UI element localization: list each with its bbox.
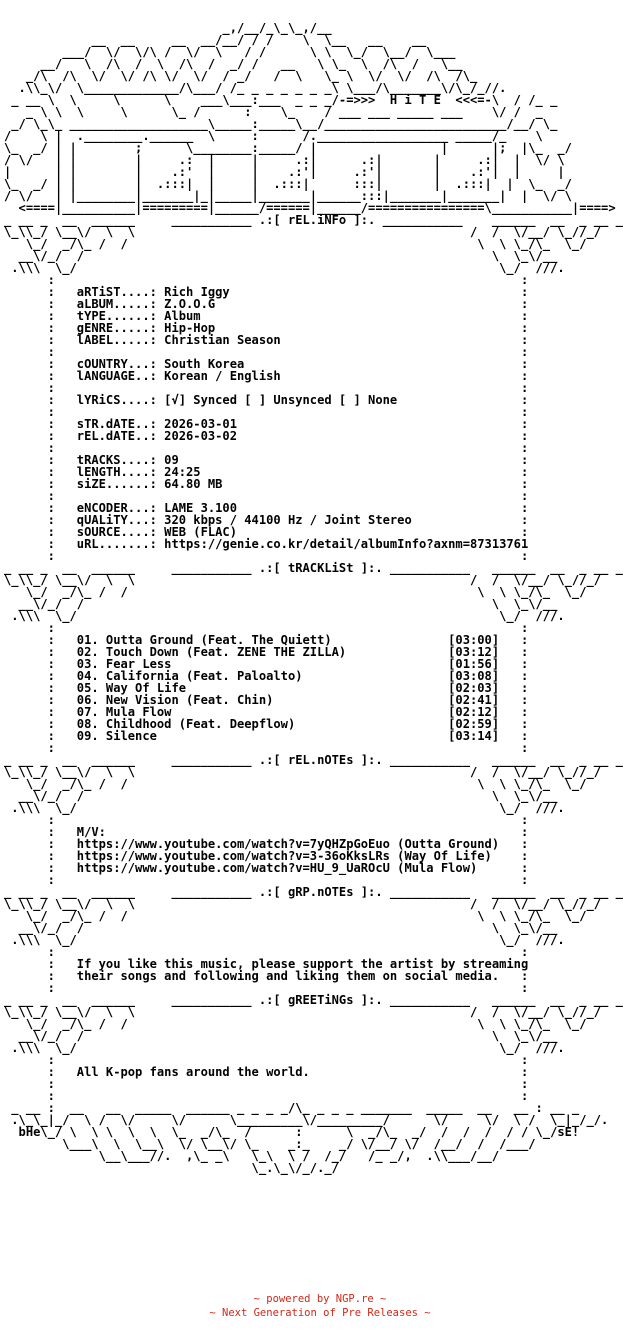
nfo-text: _,/__/_\_\_,/__ __ __ __ __/__/ / / \ \__ __ __ ___/ \/ \/\ / \/ \ / / \ \ \_/ \__/ \___ __/ \ /\ / \ /\ / _/ / __ \ \_ \ /\ / \__ _/\ /\ \/ \/ /\ \/ \/ / _/ / \ \_ \ \/ \/ /\ /\_ .\\_\/ \_____________/\___/ /_ _ _ _ _ _ _\ \___/\_______\/\_/_//. _ __ \ \ \ \ ___\___:___ _ _ _/-=>>> H i T E <<<=-\ / /_ _ _ \ \ \ \ \_ / : \_ / ___ ___ _____ ___ \/ / _ _/ \_\_ ___________________\_____:_____\__/_________________________/__/ \_ / \ | .________.______ \ : /.__________________ _____/_ \ \_ _/ | | ; \________:_____/ | | |; |\_ _/ / \/ | | | .: | | .:| .:| | .:| | \/ \ | | | | .:' | | .:'| .:'| | .:'| | | \_ _/ | | | .:::| | | .:::| :::| | .:::| | \_ _/ / \/ | |________|_______|_|_____|_______|______:::|_______|_______| | \/ \ <====|__________|=========|______/======|______/================\___________|====> _ __ _ __ ______ ___________ .:[ rEL.iNFo ]:. ___________ ______ __ _ __ _ \_\\_/ \__\/ \ \ / / \/__/ \_//_/ \_/ _/\_ / / \ \ \_/\_ \_/ __\/_/ / \ \_\/__ .\\\ \_/ \_/ ///. : : : aRTiST....: Rich Iggy : : aLBUM.....: Z.O.O.G : : tYPE......: Album : : gENRE.....: Hip-Hop : : lABEL.....: Christian Season : : : : cOUNTRY...: South Korea : : lANGUAGE..: Korean / English : : : : lYRiCS....: [√] Synced [ ] Unsynced [ ] None : : : : sTR.dATE..: 2026-03-01 : : rEL.dATE..: 2026-03-02 : : : : tRACKS....: 09 : : lENGTH....: 24:25 : : siZE......: 64.80 MB : : : : eNCODER...: LAME 3.100 : : qUALiTY...: 320 kbps / 44100 Hz / Joint Stereo : : sOURCE....: WEB (FLAC) : : uRL.......: https://genie.co.kr/detail/albumInfo?axnm=87313761 : : _ __ _ __ ______ ___________ .:[ tRACKLiSt ]:. ___________ ______ __ _ __ _ \_\\_/ \__\/ \ \ / / \/__/ \_//_/ \_/ _/\_ / / \ \ \_/\_ \_/ __\/_/ / \ \_\/__ .\\\ \_/ \_/ ///. : : : 01. Outta Ground (Feat. The Quiett) [03:00] : : 02. Touch Down (Feat. ZENE THE ZILLA) [03:12] : : 03. Fear Less [01:56] : : 04. California (Feat. Paloalto) [03:08] : : 05. Way Of Life [02:03] : : 06. New Vision (Feat. Chin) [02:41] : : 07. Mula Flow [02:12] : : 08. Childhood (Feat. Deepflow) [02:59] : : 09. Silence [03:14] : : : _ __ _ __ ______ ___________ .:[ rEL.nOTEs ]:. ___________ ______ __ _ __ _ \_\\_/ \__\/ \ \ / / \/__/ \_//_/ \_/ _/\_ / / \ \ \_/\_ \_/ __\/_/ / \ \_\/__ .\\\ \_/ \_/ ///. : : : M/V: : : https://www.youtube.com/watch?v=7yQHZpGoEuo (Outta Ground) : : https://www.youtube.com/watch?v=3-36oKksLRs (Way Of Life) : : https://www.youtube.com/watch?v=HU_9_UaROcU (Mula Flow) : : : _ __ _ __ ______ ___________ .:[ gRP.nOTEs ]:. ___________ ______ __ _ __ _ \_\\_/ \__\/ \ \ / / \/__/ \_//_/ \_/ _/\_ / / \ \ \_/\_ \_/ __\/_/ / \ \_\/__ .\\\ \_/ \_/ ///. : : : If you like this music, please support the artist by streaming : their songs and following and liking them on social media. : : : _ __ _ __ ______ ___________ .:[ gREETiNGs ]:. ___________ ______ __ _ __ _ \_\\_/ \__\/ \ \ / / \/__/ \_//_/ \_/ _/\_ / / \ \ \_/\_ \_/ __\/_/ / \ \_\/__ .\\\ \_/ \_/ ///. : : : All K-pop fans around the world. : : : : : _ __ : __ __ _____ ______ _ _ _ _/\_ _ _ _ _______ _____ __ __ : __ _ .\_\_|_/ \ / \/ \/ \_________\/_________/ \/ \/ \ / \_|_/_/. bHe\_/ \ \ \ \ \ \_ _/\_ / : \ _/\_ _/ / / / / / \_/sE! \___\ \ \__\ \/ \__\/ \_ _:_ _/ \/__/ \/ /__/ / /___/ \__\___//. ,\_ _\ \_\ \ / /_/ /_ _/, .\\___/__/ \_.\_\/_/._/: [4, 21, 623, 1175]
footer-tagline: ~ Next Generation of Pre Releases ~: [209, 1307, 431, 1319]
footer-powered-by: ~ powered by NGP.re ~: [253, 1293, 387, 1305]
